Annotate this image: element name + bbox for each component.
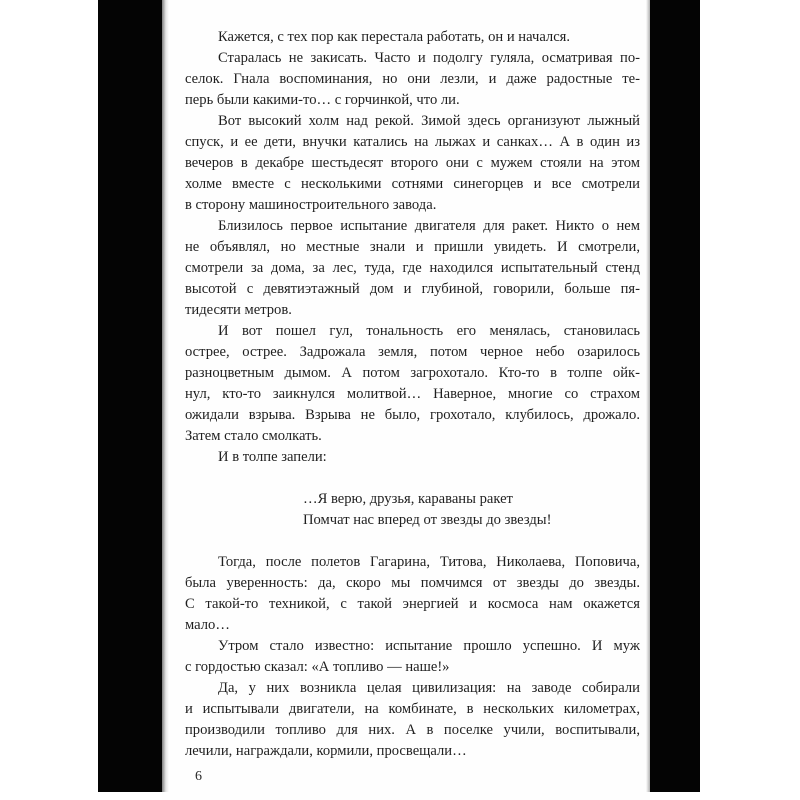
text-line: селок. Гнала воспоминания, но они лезли, и даже радостные те-	[185, 71, 640, 87]
text-line: И в толпе запели:	[218, 449, 327, 465]
text-line: спуск, и ее дети, внучки катались на лыжах и санках… А в один из	[185, 134, 640, 150]
text-line: высотой с девятиэтажный дом и глубиной, говорили, больше пя-	[185, 281, 640, 297]
text-line: разноцветным дымом. А потом загрохотало. Кто-то в толпе ойк-	[185, 365, 640, 381]
text-line: Кажется, с тех пор как перестала работать, он и начался.	[218, 29, 571, 45]
text-line: ожидали взрыва. Взрыва не было, грохотало, клубилось, дрожало.	[185, 407, 640, 423]
text-line: с гордостью сказал: «А топливо — наше!»	[185, 659, 450, 675]
text-line: Да, у них возникла целая цивилизация: на заводе собирали	[218, 680, 640, 696]
text-line: мало…	[185, 617, 230, 633]
text-line: нул, кто-то заикнулся молитвой… Наверное, многие со страхом	[185, 386, 640, 402]
text-line: острее, острее. Задрожала земля, потом черное небо озарилось	[185, 344, 640, 360]
book-page	[162, 0, 650, 800]
text-line: Близилось первое испытание двигателя для ракет. Никто о нем	[218, 218, 640, 234]
text-line: вечеров в декабре шестьдесят второго они с мужем стояли на этом	[185, 155, 640, 171]
text-line: Вот высокий холм над рекой. Зимой здесь организуют лыжный	[218, 113, 640, 129]
text-line: Утром стало известно: испытание прошло успешно. И муж	[218, 638, 640, 654]
text-line: С такой-то техникой, с такой энергией и космоса нам окажется	[185, 596, 640, 612]
text-line: холме вместе с несколькими сотнями синегорцев и все смотрели	[185, 176, 640, 192]
text-line: Старалась не закисать. Часто и подолгу гуляла, осматривая по-	[218, 50, 640, 66]
text-line: и испытывали двигатели, на комбинате, в нескольких километрах,	[185, 701, 640, 717]
text-line: тидесяти метров.	[185, 302, 292, 318]
text-line: лечили, награждали, кормили, просвещали…	[185, 743, 467, 759]
text-line: в сторону машиностроительного завода.	[185, 197, 437, 213]
page-text-block	[185, 0, 640, 787]
text-line: перь были какими-то… с горчинкой, что ли.	[185, 92, 460, 108]
text-line: смотрели за дома, за лес, туда, где находился испытательный стенд	[185, 260, 640, 276]
verse-line: …Я верю, друзья, караваны ракет	[303, 491, 513, 507]
text-line: И вот пошел гул, тональность его менялась, становилась	[218, 323, 640, 339]
verse-line: Помчат нас вперед от звезды до звезды!	[303, 512, 552, 528]
text-line: не объявлял, но местные знали и пришли увидеть. И смотрели,	[185, 239, 640, 255]
text-line: производили топливо для них. А в поселке учили, воспитывали,	[185, 722, 640, 738]
text-line: Затем стало смолкать.	[185, 428, 322, 444]
page-number: 6	[195, 769, 202, 784]
text-line: Тогда, после полетов Гагарина, Титова, Николаева, Поповича,	[218, 554, 640, 570]
text-line: была уверенность: да, скоро мы помчимся от звезды до звезды.	[185, 575, 640, 591]
